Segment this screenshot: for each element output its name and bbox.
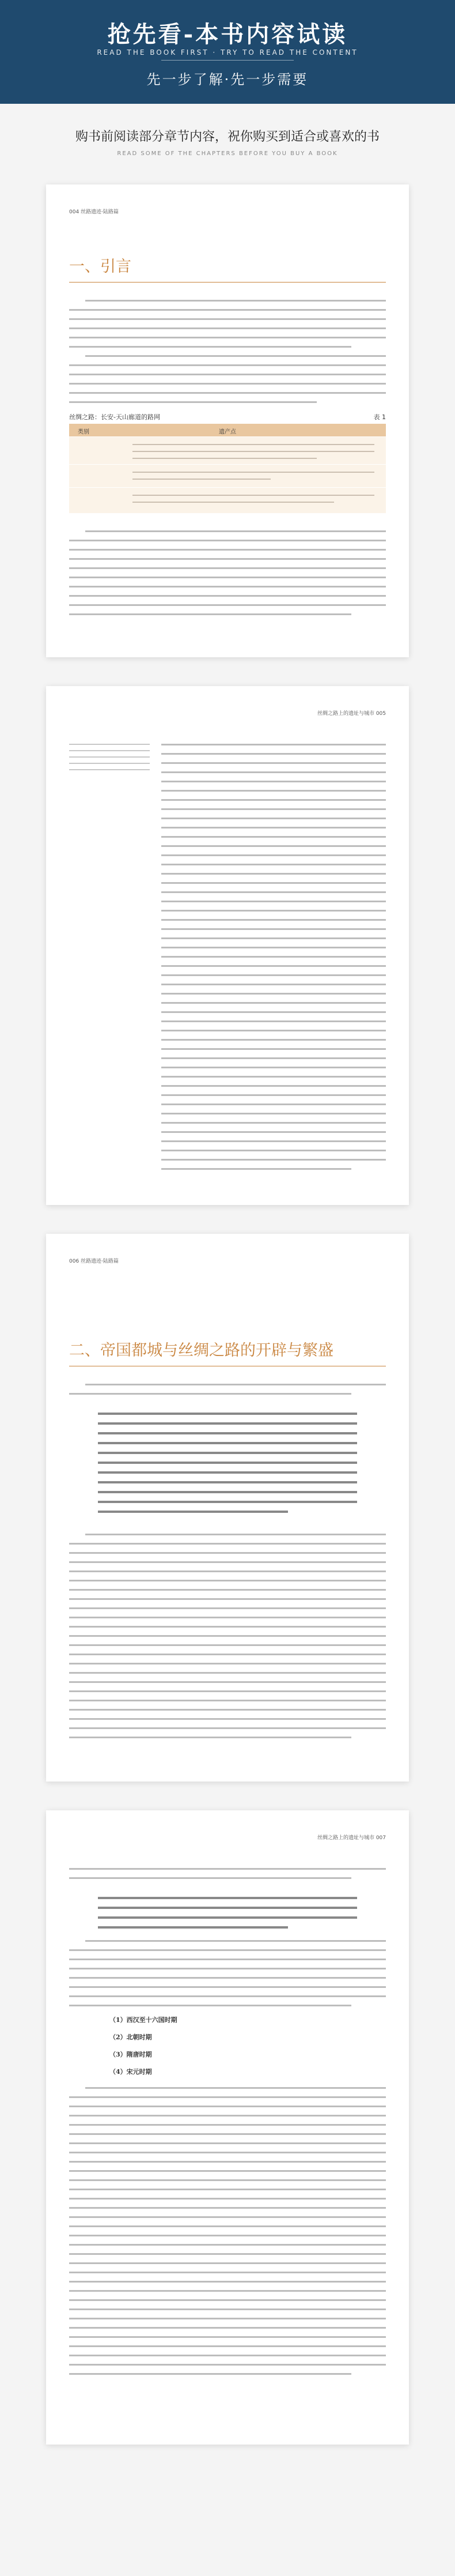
list-item: （1）西汉至十六国时期 xyxy=(109,2016,177,2024)
page-header: 004 丝路遗迹·陆路篇 xyxy=(69,209,119,215)
book-page-4 xyxy=(46,1810,409,2445)
section-title: 一、引言 xyxy=(69,254,386,283)
list-item: （3）隋唐时期 xyxy=(109,2051,152,2058)
sidebar-note xyxy=(69,744,150,775)
body-text-2 xyxy=(69,1940,386,2014)
book-page-3 xyxy=(46,1234,409,1782)
banner-title: 抢先看-本书内容试读 xyxy=(107,21,348,48)
intro-text-en: READ SOME OF THE CHAPTERS BEFORE YOU BUY A BOOK xyxy=(117,150,338,157)
body-text-3 xyxy=(69,2087,386,2382)
body-text xyxy=(69,300,386,410)
heritage-table: 类别 遗产点 xyxy=(69,424,386,513)
list-item: （4）宋元时期 xyxy=(109,2068,152,2076)
banner-subtitle: READ THE BOOK FIRST · TRY TO READ THE CONTENT xyxy=(97,48,358,57)
intro xyxy=(0,127,455,157)
body-text xyxy=(161,744,386,1177)
period-list xyxy=(109,2015,177,2084)
banner-divider xyxy=(161,60,294,61)
list-item: （2）北朝时期 xyxy=(109,2033,152,2041)
book-page-2 xyxy=(46,686,409,1205)
section-title: 二、帝国都城与丝绸之路的开辟与繁盛 xyxy=(69,1338,386,1366)
body-text xyxy=(69,1384,386,1402)
top-banner xyxy=(0,0,455,104)
table-caption: 丝绸之路：长安-天山廊道的路网 表 1 xyxy=(69,413,386,421)
page-header: 丝绸之路上的遗址与城市 005 xyxy=(317,711,386,717)
body-text-2 xyxy=(69,1534,386,1746)
block-quote xyxy=(98,1897,357,1936)
page-header: 006 丝路遗迹·陆路篇 xyxy=(69,1259,119,1264)
book-page-1 xyxy=(46,184,409,657)
page-header: 丝绸之路上的遗址与城市 007 xyxy=(317,1835,386,1841)
intro-text: 购书前阅读部分章节内容，祝你购买到适合或喜欢的书 xyxy=(75,130,380,144)
banner-slogan: 先一步了解·先一步需要 xyxy=(146,71,309,88)
block-quote xyxy=(98,1413,357,1520)
body-text xyxy=(69,1868,386,1886)
body-text-2 xyxy=(69,530,386,623)
